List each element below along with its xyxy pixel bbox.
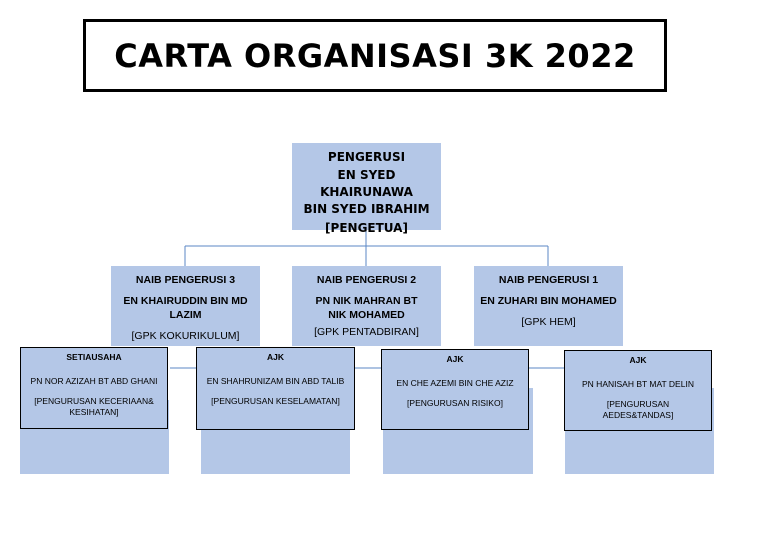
member-3-name: EN CHE AZEMI BIN CHE AZIZ (396, 378, 514, 388)
member-2-box (196, 347, 355, 430)
vice-chair-1-box (474, 266, 623, 346)
chair-role: PENGERUSI (327, 150, 406, 164)
vice-chair-1-position: [GPK HEM] (521, 316, 576, 328)
vice-chair-1-name: EN ZUHARI BIN MOHAMED (480, 295, 617, 307)
chair-position: [PENGETUA] (325, 221, 408, 235)
member-4-role: AJK (629, 355, 647, 365)
chair-name-line2: BIN SYED IBRAHIM (303, 202, 430, 216)
vice-chair-3-position: [GPK KOKURIKULUM] (131, 330, 240, 342)
vice-chair-2-position: [GPK PENTADBIRAN] (314, 326, 419, 338)
vice-chair-2-role: NAIB PENGERUSI 2 (316, 274, 417, 286)
member-3-box (381, 349, 529, 430)
chair-name-line1: EN SYED KHAIRUNAWA (320, 168, 413, 199)
vice-chair-2-box (292, 266, 441, 346)
vice-chair-3-box (111, 266, 260, 346)
member-1-duty: [PENGURUSAN KECERIAAN& KESIHATAN] (34, 396, 154, 417)
member-2-name: EN SHAHRUNIZAM BIN ABD TALIB (206, 376, 345, 386)
member-3-role: AJK (446, 354, 464, 364)
member-4-duty: [PENGURUSAN AEDES&TANDAS] (602, 399, 674, 420)
member-4-box (564, 350, 712, 431)
member-2-role: AJK (266, 352, 284, 362)
member-1-name: PN NOR AZIZAH BT ABD GHANI (30, 376, 158, 386)
member-4-name: PN HANISAH BT MAT DELIN (582, 379, 694, 389)
vice-chair-3-name: EN KHAIRUDDIN BIN MD LAZIM (123, 295, 248, 321)
chair-box (292, 143, 441, 235)
vice-chair-1-role: NAIB PENGERUSI 1 (498, 274, 599, 286)
member-3-duty: [PENGURUSAN RISIKO] (407, 398, 503, 408)
vice-chair-2-name: PN NIK MAHRAN BT NIK MOHAMED (315, 295, 418, 321)
chart-title: CARTA ORGANISASI 3K 2022 (114, 36, 636, 75)
vice-chair-3-role: NAIB PENGERUSI 3 (135, 274, 236, 286)
member-1-box (20, 347, 168, 429)
member-1-role: SETIAUSAHA (66, 352, 122, 362)
member-2-duty: [PENGURUSAN KESELAMATAN] (211, 396, 340, 406)
